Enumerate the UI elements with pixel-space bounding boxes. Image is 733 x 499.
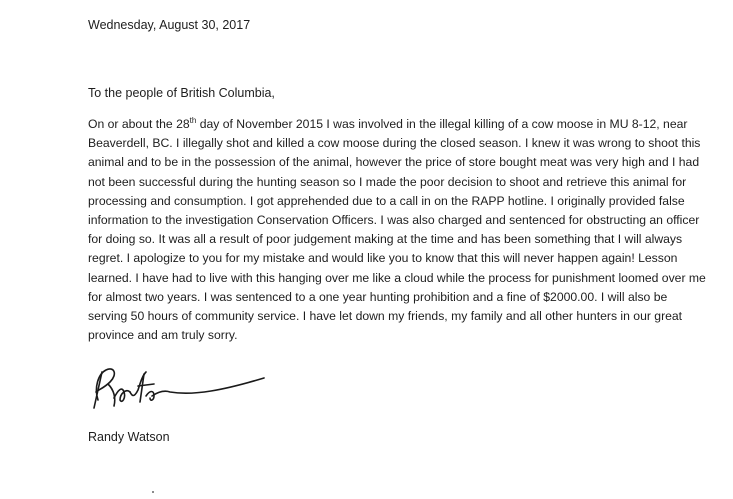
body-rest: day of November 2015 I was involved in the illegal killing of a cow moose in MU 8-12, near Beaverdell, BC. I illegally shot and killed a cow moose during the closed season. I knew it was wrong to shoot this animal and to be in the possession of the animal, however the price of store bought meat was very high and I had not been successful during the hunting season so I made the poor decision to shoot and retrieve this animal for processing and consumption. I got apprehended due to a call in on the RAPP hotline. I originally provided false information to the investigation Conservation Officers. I was also charged and sentenced for obstructing an officer for doing so. It was all a result of poor judgement making at the time and has been something that I will always regret. I apologize to you for my mistake and would like you to know that this will never happen again! Lesson learned. I have had to live with this hanging over me like a cloud while the process for punishment loomed over me for almost two years. I was sentenced to a one year hunting prohibition and a fine of $2000.00. I will also be serving 50 hours of community service. I have let down my friends, my family and all other hunters in our great province and am truly sorry. (88, 117, 706, 343)
signature-icon (84, 360, 274, 420)
ordinal-suffix: th (189, 115, 197, 125)
letter-date: Wednesday, August 30, 2017 (88, 18, 251, 32)
letter-salutation: To the people of British Columbia, (88, 86, 275, 100)
paper-speck (152, 491, 154, 493)
signer-name: Randy Watson (88, 430, 170, 444)
body-intro: On or about the 28 (88, 117, 190, 131)
letter-body (88, 115, 706, 345)
